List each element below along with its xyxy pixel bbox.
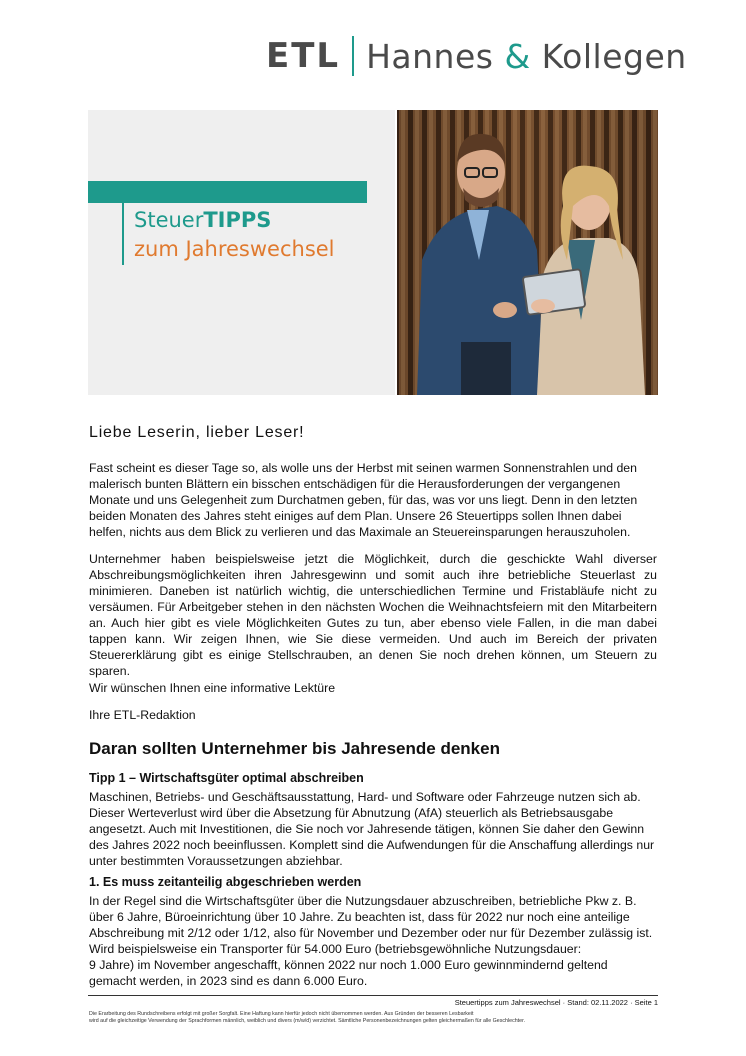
subsection-1-text-2: 9 Jahre) im November angeschafft, können 2022 nur noch 1.000 Euro gewinnmindernd geltend gemacht werden, in 2023 sind es dann 6.000 Euro.: [89, 958, 608, 988]
letter-signature: Ihre ETL-Redaktion: [89, 708, 196, 722]
hero-title-panel: [88, 110, 395, 395]
logo-name-part1: Hannes: [366, 36, 505, 76]
letter-paragraph-2-text: Unternehmer haben beispielsweise jetzt die Möglichkeit, durch die geschickte Wahl diverser Abschreibungsmöglichkeiten ihren Jahresgewinn und somit auch ihre betriebliche Steuerlast zu minimieren. Daneben ist natürlich wichtig, die unterschiedlichen Termine und Fristabläufe nicht zu versäumen. Für Arbeitgeber stehen in den nächsten Wochen die Weihnachtsfeiern mit den Mitarbeitern an. Auch hier gibt es viele Möglichkeiten Gutes zu tun, aber ebenso viele Fallen, in die man dabei tappen kann. Wir zeigen Ihnen, wie Sie diese vermeiden. Und auch im Bereich der privaten Steuererklärung gibt es einige Stellschrauben, an denen Sie noch drehen können, um Steuern zu sparen.: [89, 552, 657, 678]
footer-divider: [88, 995, 658, 996]
letter-paragraph-2: [89, 551, 657, 679]
hero-title-part1: Steuer: [134, 208, 204, 232]
letter-paragraph-1: [89, 460, 657, 540]
footer-disclaimer: [89, 1011, 659, 1025]
tip-1: [89, 770, 657, 869]
hero-accent-bar: [88, 181, 367, 203]
logo-divider: [352, 36, 354, 76]
section-heading: Daran sollten Unternehmer bis Jahresende denken: [89, 739, 500, 758]
hero-subtitle: zum Jahreswechsel: [134, 237, 335, 261]
subsection-1-text-1: In der Regel sind die Wirtschaftsgüter über die Nutzungsdauer abzuschreiben, betriebliche Pkw z. B. über 6 Jahre, Büroeinrichtung über 10 Jahre. Zu beachten ist, dass für 2022 nur noch eine anteilige Abschreibung mit 2/12 oder 1/12, also für November und Dezember oder nur für Dezember zulässig ist. Wird beispielsweise ein Transporter für 54.000 Euro (betriebsgewöhnliche Nutzungsdauer:: [89, 894, 653, 956]
tip-1-text: Maschinen, Betriebs- und Geschäftsausstattung, Hard- und Software oder Fahrzeuge nutzen sich ab. Dieser Werteverlust wird über die Absetzung für Abnutzung (AfA) steuerlich als Betriebsausgabe angesetzt. Auch mit Investitionen, die Sie noch vor Jahresende tätigen, können Sie daher den Gewinn des Jahres 2022 noch beeinflussen. Komplett sind die Aufwendungen für die Anschaffung allerdings nur unter bestimmten Voraussetzungen abziehbar.: [89, 790, 655, 868]
tip-1-title: Tipp 1 – Wirtschaftsgüter optimal abschreiben: [89, 771, 364, 785]
footer-disclaimer-line-2: wird auf die gleichzeitige Verwendung der Sprachformen männlich, weiblich und divers (m/w/d) verzichtet. Sämtliche Personenbezeichnungen gelten gleichermaßen für alle Geschlechter.: [89, 1018, 526, 1024]
logo-name: [366, 36, 687, 76]
hero-accent-rule: [122, 203, 124, 265]
letter-salutation: Liebe Leserin, lieber Leser!: [89, 424, 305, 441]
letter-wish: Wir wünschen Ihnen eine informative Lektüre: [89, 681, 336, 695]
logo-ampersand: &: [504, 36, 531, 76]
hero-photo: [397, 110, 658, 395]
logo-name-part2: Kollegen: [530, 36, 687, 76]
company-logo: [266, 36, 687, 76]
footer-page-info: Steuertipps zum Jahreswechsel · Stand: 02.11.2022 · Seite 1: [454, 998, 658, 1007]
subsection-1-title: 1. Es muss zeitanteilig abgeschrieben werden: [89, 875, 362, 889]
hero-title-part2: TIPPS: [203, 208, 272, 232]
logo-etl: ETL: [266, 36, 341, 76]
subsection-1: [89, 874, 657, 989]
footer-disclaimer-line-1: Die Erarbeitung des Rundschreibens erfolgt mit großer Sorgfalt. Eine Haftung kann hierfür jedoch nicht übernommen werden. Aus Gründen der besseren Lesbarkeit: [89, 1011, 474, 1017]
letter-paragraph-1-text: Fast scheint es dieser Tage so, als wolle uns der Herbst mit seinen warmen Sonnenstrahlen und den malerisch bunten Blättern ein bisschen entschädigen für die Herausforderungen der vergangenen Monate und uns Gelegenheit zum Durchatmen geben, für das, was vor uns liegt. Denn in den letzten beiden Monaten des Jahres steht einiges auf dem Plan. Unsere 26 Steuertipps sollen Ihnen dabei helfen, nichts aus dem Blick zu verlieren und das Maximale an Steuereinsparungen herauszuholen.: [89, 461, 638, 539]
hero-title: [134, 208, 271, 232]
hero-banner: [88, 110, 658, 395]
hero-photo-illustration: [397, 110, 658, 395]
